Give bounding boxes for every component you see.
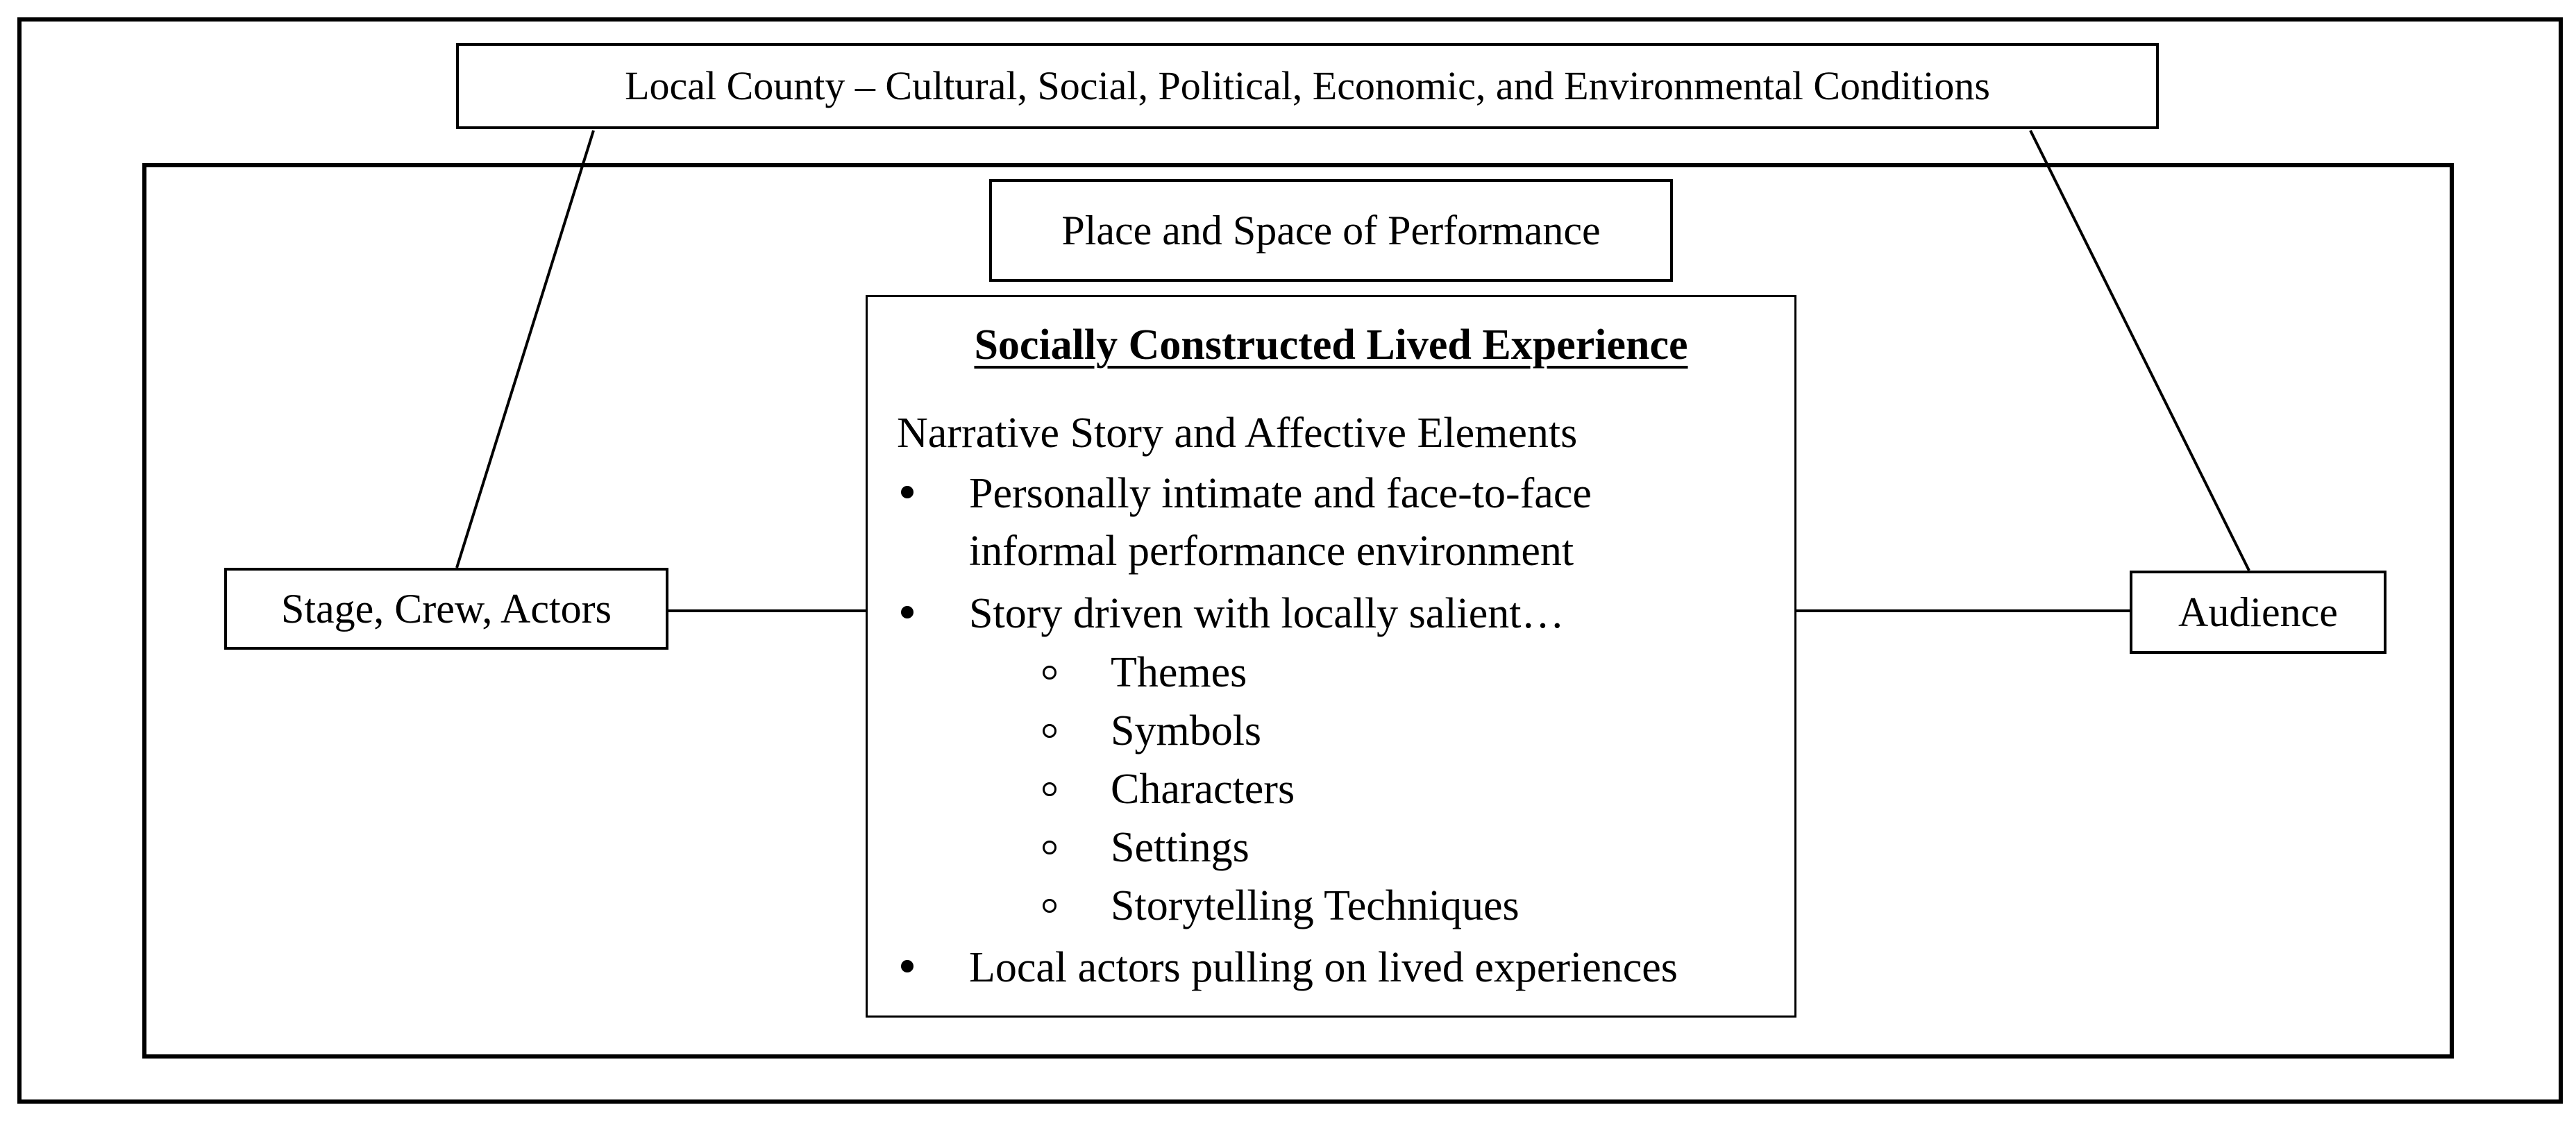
stage-crew-actors-label: Stage, Crew, Actors [280, 586, 612, 632]
lived-experience-box [866, 295, 1796, 1018]
sub-bullet-marker [1043, 841, 1057, 854]
sub-bullet-marker [1043, 782, 1057, 796]
audience-box [2130, 571, 2386, 654]
narrative-heading: Narrative Story and Affective Elements [897, 410, 1578, 457]
bullet-3-line-1: Local actors pulling on lived experiences [969, 944, 1678, 991]
bullet-1-line-2: informal performance environment [969, 528, 1574, 575]
bullet-1-line-1: Personally intimate and face-to-face [969, 470, 1592, 517]
connector-county-to-stage [457, 130, 594, 568]
sub-bullet-marker [1043, 724, 1057, 738]
local-county-label: Local County – Cultural, Social, Political, Economic, and Environmental Conditions [625, 63, 1990, 108]
stage-crew-actors-box [224, 568, 668, 650]
sub-bullet-marker [1043, 666, 1057, 680]
lived-experience-title: Socially Constructed Lived Experience [974, 321, 1688, 369]
audience-label: Audience [2178, 589, 2338, 635]
sub-item-settings: Settings [1111, 824, 1249, 871]
bullet-marker [901, 960, 914, 972]
local-county-box [456, 43, 2159, 129]
sub-item-characters: Characters [1111, 766, 1295, 813]
bullet-marker [901, 606, 914, 618]
connector-county-to-audience [2030, 130, 2249, 571]
sub-item-symbols: Symbols [1111, 707, 1262, 755]
bullet-2-line-1: Story driven with locally salient… [969, 590, 1565, 637]
place-space-label: Place and Space of Performance [1061, 208, 1601, 253]
place-space-box [989, 179, 1673, 282]
sub-item-themes: Themes [1111, 649, 1247, 696]
bullet-marker [901, 486, 914, 498]
sub-item-storytelling-techniques: Storytelling Techniques [1111, 882, 1519, 929]
sub-bullet-marker [1043, 899, 1057, 913]
